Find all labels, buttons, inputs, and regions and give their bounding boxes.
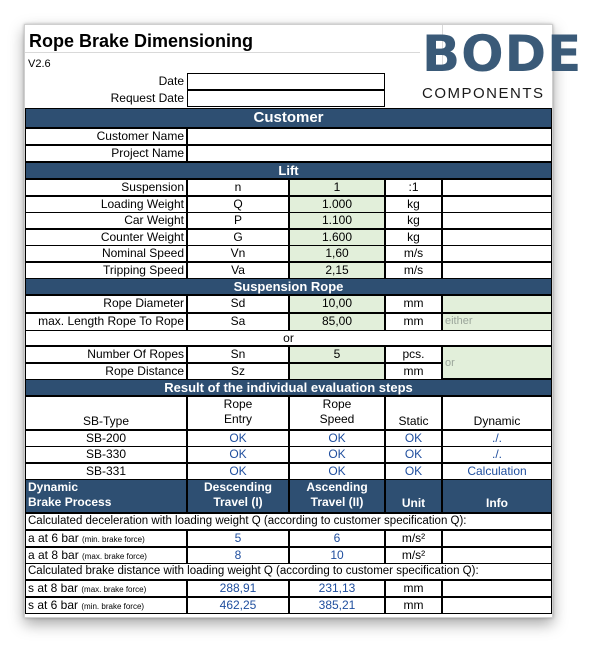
page-title: Rope Brake Dimensioning xyxy=(29,31,254,51)
lift-unit: m/s xyxy=(385,245,442,262)
rope-unit: mm xyxy=(385,313,442,331)
date-field[interactable] xyxy=(187,73,385,90)
static-result: OK xyxy=(385,446,442,463)
lift-symbol: n xyxy=(187,179,289,196)
descending-header-line1: Descending xyxy=(203,480,272,494)
lift-label: Suspension xyxy=(25,179,187,196)
lift-symbol: P xyxy=(187,212,289,229)
rope-value-input[interactable]: 85,00 xyxy=(289,313,385,331)
rope-symbol: Sa xyxy=(187,313,289,331)
suspension-rope-header: Suspension Rope xyxy=(25,278,552,295)
lift-label: Tripping Speed xyxy=(25,262,187,279)
lift-unit: kg xyxy=(385,196,442,213)
brake-row-label xyxy=(25,597,187,614)
unit-header: Unit xyxy=(385,479,442,513)
or-divider: or xyxy=(25,330,552,346)
request-date-field[interactable] xyxy=(187,90,385,107)
rope-entry-header-line1: Rope xyxy=(223,397,253,411)
rope-value-input[interactable] xyxy=(289,363,385,380)
brake-row-label-text: s at 6 bar xyxy=(28,597,79,612)
lift-symbol: Vn xyxy=(187,245,289,262)
sb-type-header: SB-Type xyxy=(25,396,187,430)
rope-entry-result: OK xyxy=(187,463,289,480)
rope-speed-header-line1: Rope xyxy=(322,397,352,411)
rope-entry-header-line2: Entry xyxy=(223,412,252,426)
dynamic-result[interactable]: Calculation xyxy=(442,463,552,480)
dynamic-brake-header-line1: Dynamic xyxy=(28,480,79,494)
lift-info xyxy=(442,262,552,279)
rope-value-input[interactable]: 10,00 xyxy=(289,295,385,313)
descending-value: 5 xyxy=(187,530,289,547)
rope-symbol: Sn xyxy=(187,346,289,363)
rope-note xyxy=(442,295,552,313)
lift-unit: kg xyxy=(385,229,442,246)
version-label: V2.6 xyxy=(28,58,51,70)
lift-unit: m/s xyxy=(385,262,442,279)
brake-row-hint: (max. brake force) xyxy=(82,551,147,561)
spreadsheet xyxy=(24,24,583,618)
customer-header: Customer xyxy=(25,108,552,128)
brake-row-hint: (min. brake force) xyxy=(82,535,145,544)
lift-label: Counter Weight xyxy=(25,229,187,246)
ascending-value: 231,13 xyxy=(289,580,385,597)
brake-row-hint: (min. brake force) xyxy=(81,601,145,611)
descending-value: 462,25 xyxy=(187,597,289,614)
lift-label: Car Weight xyxy=(25,212,187,229)
rope-symbol: Sd xyxy=(187,295,289,313)
lift-value-input[interactable]: 2,15 xyxy=(289,262,385,279)
ascending-value: 385,21 xyxy=(289,597,385,614)
rope-label: Number Of Ropes xyxy=(25,346,187,363)
brake-row-hint: (max. brake force) xyxy=(81,585,147,594)
brake-row-label-text: a at 6 bar xyxy=(28,531,79,545)
sb-type: SB-331 xyxy=(25,463,187,480)
lift-value-input[interactable]: 1.100 xyxy=(289,212,385,229)
rope-speed-header xyxy=(289,396,385,430)
brake-info xyxy=(442,597,552,614)
lift-label: Nominal Speed xyxy=(25,245,187,262)
brake-unit: mm xyxy=(385,597,442,614)
lift-symbol: Va xyxy=(187,262,289,279)
dynamic-brake-header-line2: Brake Process xyxy=(28,495,112,509)
lift-symbol: Q xyxy=(187,196,289,213)
sb-type: SB-200 xyxy=(25,430,187,447)
brake-row-label-text: s at 8 bar xyxy=(28,581,79,595)
lift-label: Loading Weight xyxy=(25,196,187,213)
lift-unit: :1 xyxy=(385,179,442,196)
lift-symbol: G xyxy=(187,229,289,246)
brake-row-label xyxy=(25,530,187,547)
rope-speed-header-line2: Speed xyxy=(319,412,355,426)
rope-speed-result: OK xyxy=(289,430,385,447)
project-name-field[interactable] xyxy=(187,145,552,162)
bode-logo xyxy=(420,25,583,105)
static-result: OK xyxy=(385,430,442,447)
descending-header-line2: Travel (I) xyxy=(213,495,263,509)
rope-entry-result: OK xyxy=(187,430,289,447)
descending-header xyxy=(187,479,289,513)
lift-value-input[interactable]: 1.000 xyxy=(289,196,385,213)
brake-row-label xyxy=(25,547,187,564)
rope-label: Rope Distance xyxy=(25,363,187,380)
brake-info xyxy=(442,580,552,597)
static-header: Static xyxy=(385,396,442,430)
rope-unit: pcs. xyxy=(385,346,442,363)
brake-info xyxy=(442,530,552,547)
lift-info xyxy=(442,196,552,213)
rope-speed-result: OK xyxy=(289,463,385,480)
lift-unit: kg xyxy=(385,212,442,229)
ascending-value: 6 xyxy=(289,530,385,547)
rope-note: either xyxy=(442,313,552,331)
lift-info xyxy=(442,212,552,229)
lift-value-input[interactable]: 1.600 xyxy=(289,229,385,246)
dynamic-brake-header xyxy=(25,479,187,513)
date-label: Date xyxy=(158,74,184,88)
static-result: OK xyxy=(385,463,442,480)
brake-unit: mm xyxy=(385,580,442,597)
deceleration-note: Calculated deceleration with loading weight Q (according to customer specification Q): xyxy=(25,513,552,530)
brake-row-label-text: a at 8 bar xyxy=(28,547,79,562)
brake-distance-note: Calculated brake distance with loading weight Q (according to customer specification Q): xyxy=(25,563,552,580)
brake-info xyxy=(442,547,552,564)
ascending-header xyxy=(289,479,385,513)
rope-label: max. Length Rope To Rope xyxy=(25,313,187,331)
dynamic-result: ./. xyxy=(442,430,552,447)
request-date-label: Request Date xyxy=(110,91,184,105)
brake-row-label xyxy=(25,580,187,597)
rope-or-note: or xyxy=(442,346,552,379)
lift-info xyxy=(442,245,552,262)
lift-info xyxy=(442,229,552,246)
lift-value-input[interactable]: 1 xyxy=(289,179,385,196)
results-header: Result of the individual evaluation steps xyxy=(25,379,552,396)
brake-unit: m/s² xyxy=(385,530,442,547)
dynamic-result: ./. xyxy=(442,446,552,463)
lift-info xyxy=(442,179,552,196)
descending-value: 8 xyxy=(187,547,289,564)
rope-value-input[interactable]: 5 xyxy=(289,346,385,363)
rope-symbol: Sz xyxy=(187,363,289,380)
brake-unit: m/s² xyxy=(385,547,442,564)
info-header: Info xyxy=(442,479,552,513)
project-name-label: Project Name xyxy=(25,145,187,162)
lift-header: Lift xyxy=(25,162,552,179)
rope-entry-header xyxy=(187,396,289,430)
rope-entry-result: OK xyxy=(187,446,289,463)
rope-speed-result: OK xyxy=(289,446,385,463)
logo-subtitle: COMPONENTS xyxy=(422,85,545,102)
ascending-header-line1: Ascending xyxy=(306,480,368,494)
rope-unit: mm xyxy=(385,295,442,313)
logo-wordmark: BODE xyxy=(422,25,583,83)
descending-value: 288,91 xyxy=(187,580,289,597)
lift-value-input[interactable]: 1,60 xyxy=(289,245,385,262)
customer-name-field[interactable] xyxy=(187,128,552,145)
dynamic-header: Dynamic xyxy=(442,396,552,430)
ascending-header-line2: Travel (II) xyxy=(310,495,364,509)
rope-unit: mm xyxy=(385,363,442,380)
ascending-value: 10 xyxy=(289,547,385,564)
sb-type: SB-330 xyxy=(25,446,187,463)
customer-name-label: Customer Name xyxy=(25,128,187,145)
rope-label: Rope Diameter xyxy=(25,295,187,313)
